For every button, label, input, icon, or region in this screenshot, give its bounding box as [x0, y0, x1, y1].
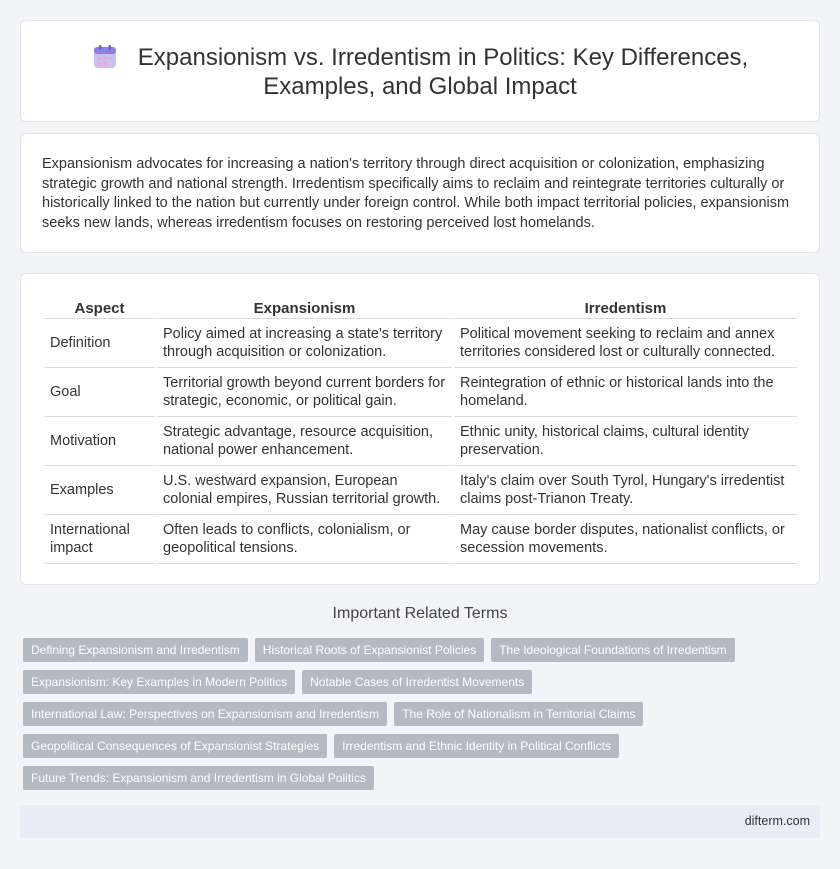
intro-card — [20, 133, 820, 253]
related-term-tag[interactable]: The Role of Nationalism in Territorial Claims — [394, 702, 643, 726]
intro-paragraph: Expansionism advocates for increasing a nation's territory through direct acquisition or colonization, emphasizing strategic growth and national strength. Irredentism specifically aims to reclaim and reintegrate territories culturally or historically linked to the nation but currently under foreign control. While both impact territorial policies, expansionism seeks new lands, whereas irredentism focuses on restoring perceived lost homelands. — [42, 156, 790, 231]
row-irredentism: May cause border disputes, nationalist conflicts, or secession movements. — [454, 515, 797, 564]
table-row — [44, 368, 797, 417]
row-expansionism: U.S. westward expansion, European colonial empires, Russian territorial growth. — [157, 466, 452, 515]
row-aspect: Definition — [44, 319, 155, 368]
row-aspect: Goal — [44, 368, 155, 417]
comparison-table-card — [20, 273, 820, 585]
row-expansionism: Territorial growth beyond current borders for strategic, economic, or political gain. — [157, 368, 452, 417]
row-aspect: Motivation — [44, 417, 155, 466]
table-header-row — [44, 295, 797, 319]
related-terms-title: Important Related Terms — [332, 605, 508, 622]
header-card — [20, 20, 820, 122]
table-row — [44, 417, 797, 466]
table-row — [44, 319, 797, 368]
comparison-table — [42, 295, 799, 564]
header-aspect: Aspect — [44, 295, 155, 319]
header-expansionism: Expansionism — [157, 295, 452, 319]
related-term-tag[interactable]: International Law: Perspectives on Expansionism and Irredentism — [23, 702, 387, 726]
related-term-tag[interactable]: Expansionism: Key Examples in Modern Politics — [23, 670, 295, 694]
header-irredentism: Irredentism — [454, 295, 797, 319]
table-row — [44, 466, 797, 515]
calendar-icon — [92, 44, 118, 70]
row-irredentism: Italy's claim over South Tyrol, Hungary's irredentist claims post-Trianon Treaty. — [454, 466, 797, 515]
row-aspect: International impact — [44, 515, 155, 564]
footer — [20, 805, 820, 838]
row-irredentism: Reintegration of ethnic or historical lands into the homeland. — [454, 368, 797, 417]
page-title — [21, 43, 819, 72]
row-aspect: Examples — [44, 466, 155, 515]
related-terms-list — [23, 638, 823, 798]
row-expansionism: Strategic advantage, resource acquisition, national power enhancement. — [157, 417, 452, 466]
related-term-tag[interactable]: Future Trends: Expansionism and Irredentism in Global Politics — [23, 766, 374, 790]
row-irredentism: Ethnic unity, historical claims, cultural identity preservation. — [454, 417, 797, 466]
footer-site-link[interactable]: difterm.com — [744, 814, 810, 828]
related-term-tag[interactable]: Historical Roots of Expansionist Policies — [255, 638, 484, 662]
title-line-1: Expansionism vs. Irredentism in Politics: Key Differences, — [137, 44, 749, 71]
row-expansionism: Often leads to conflicts, colonialism, or geopolitical tensions. — [157, 515, 452, 564]
related-term-tag[interactable]: Geopolitical Consequences of Expansionist Strategies — [23, 734, 327, 758]
related-term-tag[interactable]: Notable Cases of Irredentist Movements — [302, 670, 532, 694]
related-term-tag[interactable]: Irredentism and Ethnic Identity in Political Conflicts — [334, 734, 619, 758]
title-line-2: Examples, and Global Impact — [263, 73, 577, 100]
related-term-tag[interactable]: Defining Expansionism and Irredentism — [23, 638, 248, 662]
related-term-tag[interactable]: The Ideological Foundations of Irredentism — [491, 638, 734, 662]
table-row — [44, 515, 797, 564]
row-expansionism: Policy aimed at increasing a state's territory through acquisition or colonization. — [157, 319, 452, 368]
row-irredentism: Political movement seeking to reclaim and annex territories considered lost or culturally connected. — [454, 319, 797, 368]
